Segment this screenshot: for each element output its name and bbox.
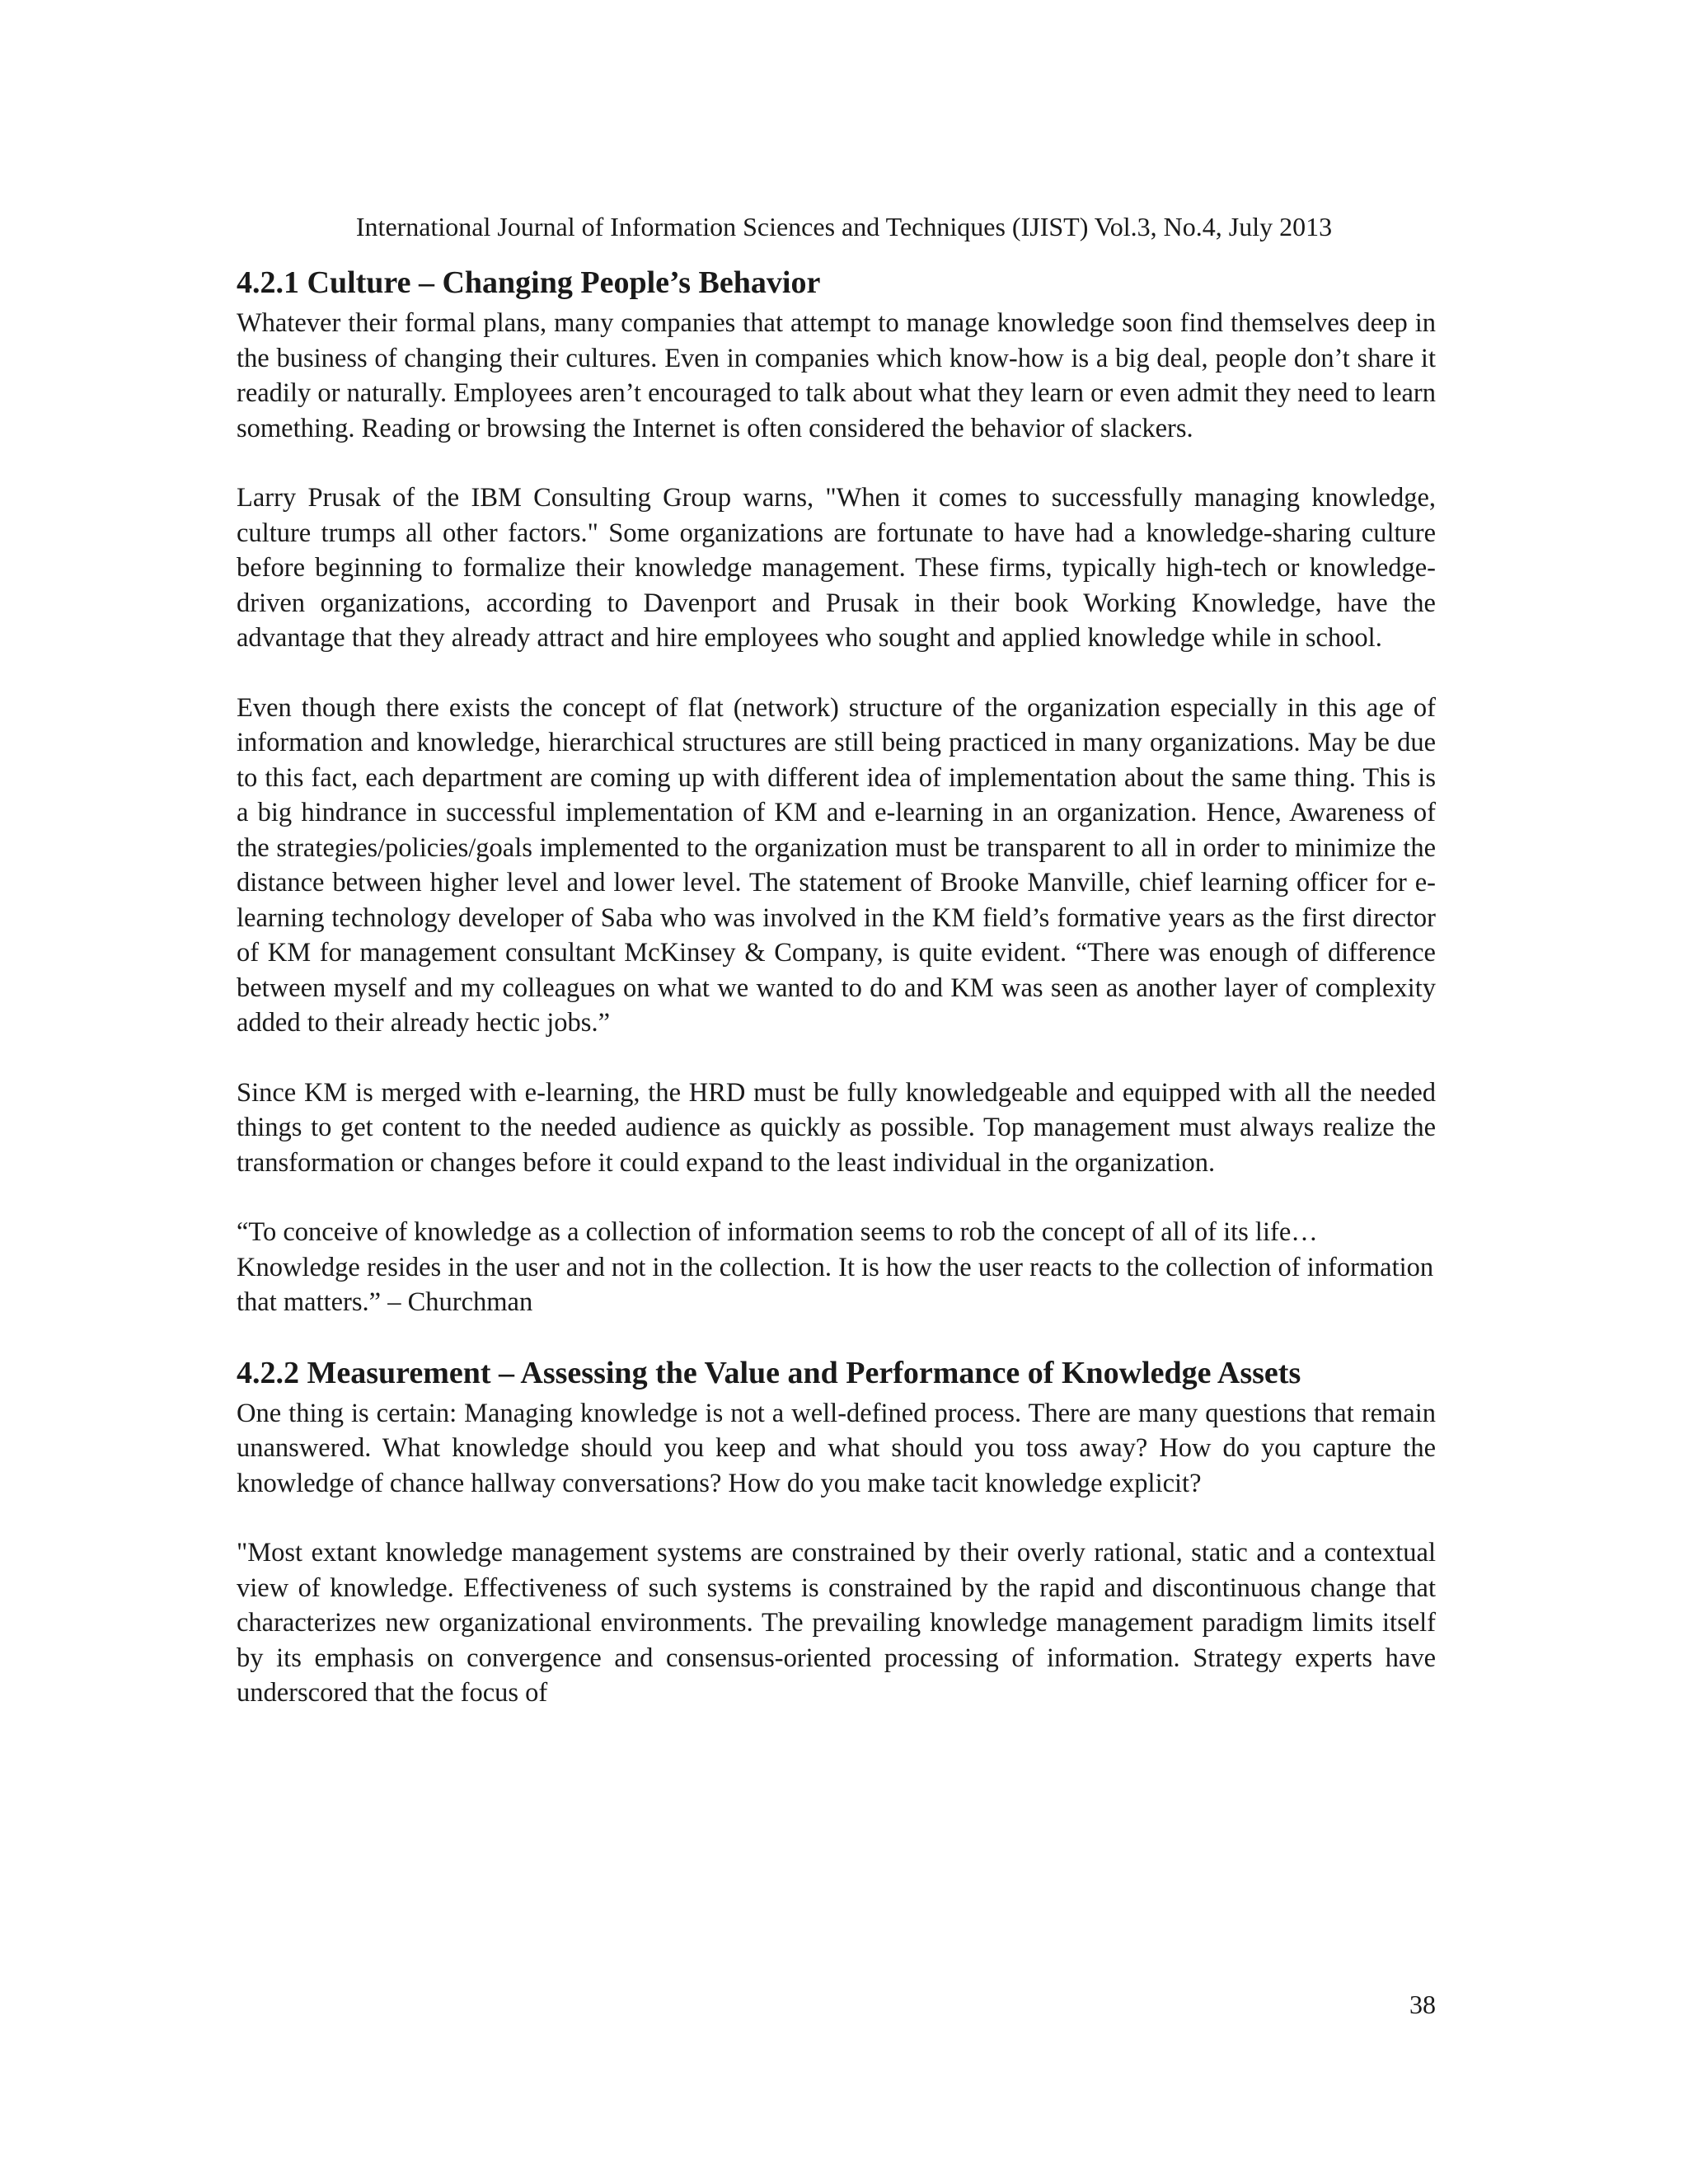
paragraph: Whatever their formal plans, many companies that attempt to manage knowledge soon find themselves deep in the business of changing their cultures. Even in companies which know-how is a big deal, people don’t share it readily or naturally. Employees aren’t encouraged to talk about what they learn or even admit they need to learn something. Reading or browsing the Internet is often considered the behavior of slackers. (237, 308, 1436, 443)
paragraph: Even though there exists the concept of flat (network) structure of the organization especially in this age of information and knowledge, hierarchical structures are still being practiced in many organizations. May be due to this fact, each department are coming up with different idea of implementation about the same thing. This is a big hindrance in successful implementation of KM and e-learning in an organization. Hence, Awareness of the strategies/policies/goals implemented to the organization must be transparent to all in order to minimize the distance between higher level and lower level. The statement of Brooke Manville, chief learning officer for e-learning technology developer of Saba who was involved in the KM field’s formative years as the first director of KM for management consultant McKinsey & Company, is quite evident. “There was enough of difference between myself and my colleagues on what we wanted to do and KM was seen as another layer of complexity added to their already hectic jobs.” (237, 692, 1436, 1038)
section-heading-measurement: 4.2.2 Measurement – Assessing the Value and Performance of Knowledge Assets (237, 1355, 1301, 1390)
paragraph: Since KM is merged with e-learning, the HRD must be fully knowledgeable and equipped with all the needed things to get content to the needed audience as quickly as possible. Top management must always realize the transformation or changes before it could expand to the least individual in the organization. (237, 1077, 1436, 1178)
churchman-quote: “To conceive of knowledge as a collection of information seems to rob the concept of all of its life…Knowledge resides in the user and not in the collection. It is how the user reacts to the collection of information that matters.” – Churchman (237, 1217, 1434, 1317)
page-content (237, 260, 1436, 1711)
paragraph: Larry Prusak of the IBM Consulting Group warns, "When it comes to successfully managing knowledge, culture trumps all other factors." Some organizations are fortunate to have had a knowledge-sharing culture before beginning to formalize their knowledge management. These firms, typically high-tech or knowledge-driven organizations, according to Davenport and Prusak in their book Working Knowledge, have the advantage that they already attract and hire employees who sought and applied knowledge while in school. (237, 483, 1436, 653)
section-heading-culture: 4.2.1 Culture – Changing People’s Behavior (237, 265, 821, 300)
paragraph: "Most extant knowledge management systems are constrained by their overly rational, static and a contextual view of knowledge. Effectiveness of such systems is constrained by the rapid and discontinuous change that characterizes new organizational environments. The prevailing knowledge management paradigm limits itself by its emphasis on convergence and consensus-oriented processing of information. Strategy experts have underscored that the focus of (237, 1538, 1436, 1708)
page-number: 38 (1409, 1990, 1436, 2019)
paragraph: One thing is certain: Managing knowledge is not a well-defined process. There are many questions that remain unanswered. What knowledge should you keep and what should you toss away? How do you capture the knowledge of chance hallway conversations? How do you make tacit knowledge explicit? (237, 1398, 1436, 1498)
journal-header: International Journal of Information Sciences and Techniques (IJIST) Vol.3, No.4, July 2013 (355, 212, 1333, 241)
